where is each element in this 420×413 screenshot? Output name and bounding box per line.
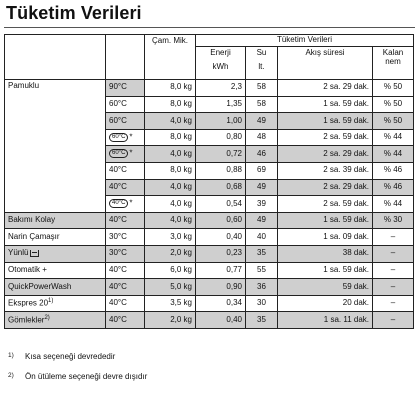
header-energy: Enerji kWh	[196, 47, 246, 80]
load-cell: 8,0 kg	[145, 162, 196, 179]
duration-cell: 2 sa. 59 dak.	[278, 129, 373, 146]
table-row	[5, 212, 414, 229]
energy-cell: 0,54	[196, 196, 246, 213]
temp-cell: 40°C	[106, 179, 145, 196]
moisture-cell: % 46	[373, 162, 414, 179]
duration-cell: 1 sa. 09 dak.	[278, 229, 373, 246]
temp-cell: 60°C *	[106, 129, 145, 146]
energy-cell: 0,90	[196, 279, 246, 296]
moisture-cell: % 44	[373, 129, 414, 146]
water-cell: 49	[246, 113, 278, 130]
temp-cell: 40°C	[106, 162, 145, 179]
energy-cell: 0,60	[196, 212, 246, 229]
duration-cell: 2 sa. 39 dak.	[278, 162, 373, 179]
header-temp-empty	[106, 35, 145, 80]
table-row	[5, 262, 414, 279]
energy-cell: 1,00	[196, 113, 246, 130]
moisture-cell: % 44	[373, 196, 414, 213]
duration-cell: 20 dak.	[278, 295, 373, 312]
duration-cell: 1 sa. 11 dak.	[278, 312, 373, 329]
load-cell: 4,0 kg	[145, 212, 196, 229]
water-cell: 58	[246, 96, 278, 113]
water-cell: 55	[246, 262, 278, 279]
load-cell: 8,0 kg	[145, 80, 196, 97]
table-row	[5, 279, 414, 296]
table-row	[5, 229, 414, 246]
program-cell: Narin Çamaşır	[5, 229, 106, 246]
program-cell: QuickPowerWash	[5, 279, 106, 296]
duration-cell: 2 sa. 29 dak.	[278, 80, 373, 97]
energy-cell: 2,3	[196, 80, 246, 97]
table-header-row	[5, 35, 414, 47]
header-consumption-group: Tüketim Verileri	[196, 35, 414, 47]
load-cell: 3,5 kg	[145, 295, 196, 312]
load-cell: 5,0 kg	[145, 279, 196, 296]
footnotes	[8, 352, 147, 392]
water-cell: 48	[246, 129, 278, 146]
energy-cell: 0,34	[196, 295, 246, 312]
water-cell: 49	[246, 212, 278, 229]
page-title: Tüketim Verileri	[6, 3, 142, 23]
moisture-cell: –	[373, 262, 414, 279]
footnote-ref: 1)	[48, 298, 54, 305]
moisture-cell: –	[373, 295, 414, 312]
energy-cell: 0,40	[196, 229, 246, 246]
load-cell: 2,0 kg	[145, 245, 196, 262]
moisture-cell: % 50	[373, 96, 414, 113]
moisture-cell: –	[373, 312, 414, 329]
temp-cell: 60°C	[106, 113, 145, 130]
water-cell: 58	[246, 80, 278, 97]
program-cell: Otomatik +	[5, 262, 106, 279]
program-cell: Gömlekler$^{2)}$	[5, 312, 106, 329]
energy-cell: 0,72	[196, 146, 246, 163]
table-row	[5, 245, 414, 262]
load-cell: 4,0 kg	[145, 146, 196, 163]
eco-temperature-symbol: 40°C	[109, 199, 128, 208]
energy-cell: 0,88	[196, 162, 246, 179]
program-cell: Yünlü	[5, 245, 106, 262]
consumption-table	[4, 34, 414, 329]
water-cell: 40	[246, 229, 278, 246]
footnote-text: Kısa seçeneği devrededir	[25, 352, 116, 361]
energy-cell: 0,77	[196, 262, 246, 279]
footnote-number: 1)	[8, 352, 14, 359]
energy-cell: 0,23	[196, 245, 246, 262]
water-cell: 35	[246, 245, 278, 262]
temp-cell: 30°C	[106, 245, 145, 262]
title-rule	[4, 27, 415, 28]
water-cell: 30	[246, 295, 278, 312]
moisture-cell: % 44	[373, 146, 414, 163]
footnote-number: 2)	[8, 372, 14, 379]
temp-cell: 40°C	[106, 262, 145, 279]
duration-cell: 38 dak.	[278, 245, 373, 262]
temp-cell: 40°C	[106, 212, 145, 229]
moisture-cell: % 46	[373, 179, 414, 196]
temp-cell: 40°C *	[106, 196, 145, 213]
program-cell: Pamuklu	[5, 80, 106, 213]
table-row	[5, 295, 414, 312]
duration-cell: 2 sa. 29 dak.	[278, 146, 373, 163]
energy-cell: 1,35	[196, 96, 246, 113]
water-cell: 39	[246, 196, 278, 213]
eco-temperature-symbol: 60°C	[109, 133, 128, 142]
duration-cell: 2 sa. 59 dak.	[278, 196, 373, 213]
footnote-text: Ön ütüleme seçeneği devre dışıdır	[25, 372, 148, 381]
temp-cell: 40°C	[106, 279, 145, 296]
footnote-ref: 2)	[44, 314, 50, 321]
header-duration: Akış süresi	[278, 47, 373, 80]
moisture-cell: % 30	[373, 212, 414, 229]
energy-cell: 0,68	[196, 179, 246, 196]
water-cell: 69	[246, 162, 278, 179]
temp-cell: 60°C	[106, 96, 145, 113]
program-cell: Bakımı Kolay	[5, 212, 106, 229]
temp-cell: 40°C	[106, 312, 145, 329]
moisture-cell: % 50	[373, 113, 414, 130]
load-cell: 6,0 kg	[145, 262, 196, 279]
load-cell: 8,0 kg	[145, 96, 196, 113]
footnote-1	[8, 352, 147, 372]
duration-cell: 1 sa. 59 dak.	[278, 113, 373, 130]
load-cell: 2,0 kg	[145, 312, 196, 329]
moisture-cell: –	[373, 245, 414, 262]
header-water: Su lt.	[246, 47, 278, 80]
temp-cell: 40°C	[106, 295, 145, 312]
water-cell: 36	[246, 279, 278, 296]
program-cell: Ekspres 20$^{1)}$	[5, 295, 106, 312]
header-load: Çam. Mik.	[145, 35, 196, 80]
wool-tub-icon	[30, 250, 39, 257]
load-cell: 8,0 kg	[145, 129, 196, 146]
water-cell: 46	[246, 146, 278, 163]
energy-cell: 0,40	[196, 312, 246, 329]
energy-cell: 0,80	[196, 129, 246, 146]
header-remaining-moisture: Kalan nem	[373, 47, 414, 80]
moisture-cell: –	[373, 279, 414, 296]
temp-cell: 60°C *	[106, 146, 145, 163]
duration-cell: 2 sa. 29 dak.	[278, 179, 373, 196]
duration-cell: 1 sa. 59 dak.	[278, 96, 373, 113]
table-row	[5, 80, 414, 97]
duration-cell: 59 dak.	[278, 279, 373, 296]
moisture-cell: % 50	[373, 80, 414, 97]
moisture-cell: –	[373, 229, 414, 246]
load-cell: 4,0 kg	[145, 113, 196, 130]
duration-cell: 1 sa. 59 dak.	[278, 212, 373, 229]
temp-cell: 30°C	[106, 229, 145, 246]
temp-cell: 90°C	[106, 80, 145, 97]
load-cell: 3,0 kg	[145, 229, 196, 246]
duration-cell: 1 sa. 59 dak.	[278, 262, 373, 279]
load-cell: 4,0 kg	[145, 179, 196, 196]
load-cell: 4,0 kg	[145, 196, 196, 213]
header-program-empty	[5, 35, 106, 80]
eco-temperature-symbol: 60°C	[109, 149, 128, 158]
table-row	[5, 312, 414, 329]
water-cell: 35	[246, 312, 278, 329]
footnote-2	[8, 372, 147, 392]
water-cell: 49	[246, 179, 278, 196]
